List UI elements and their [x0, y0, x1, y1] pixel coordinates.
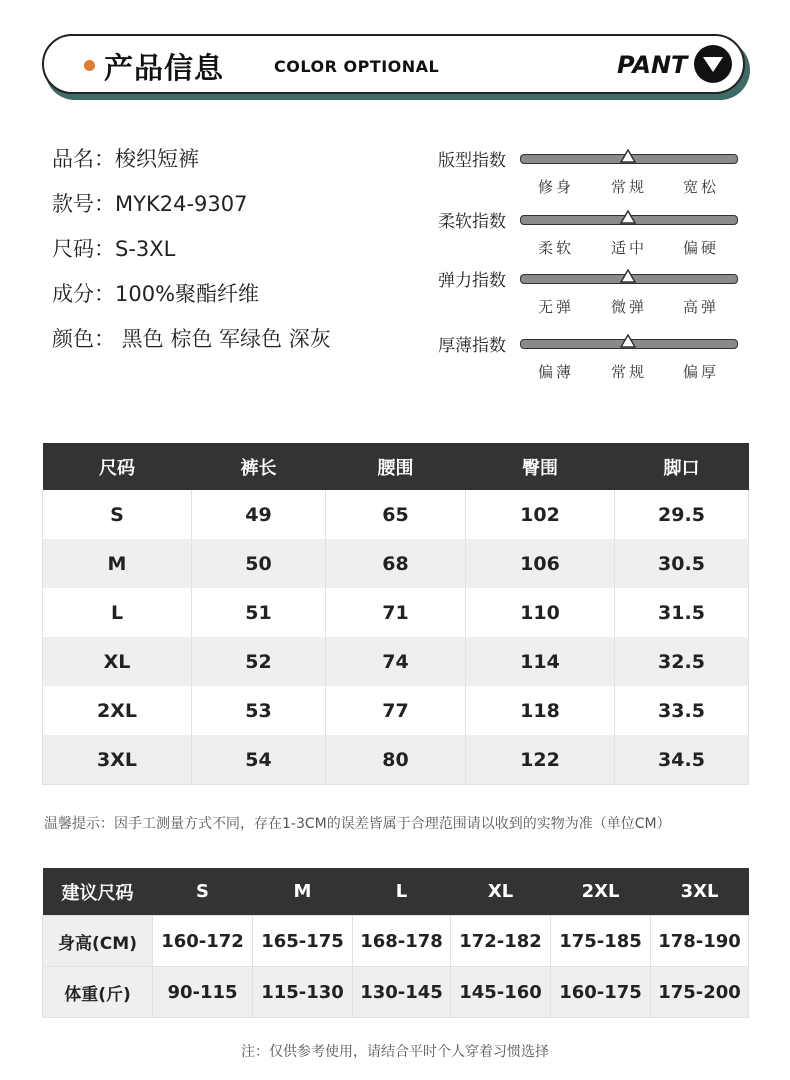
table-cell: 54: [192, 735, 326, 785]
table-cell: 115-130: [253, 967, 353, 1018]
index-label: 弹力指数: [438, 271, 506, 291]
column-header: L: [353, 868, 451, 916]
index-option: 柔软: [538, 239, 575, 257]
row-header: 体重(斤): [43, 967, 153, 1018]
index-fit: [438, 146, 748, 196]
table-cell: 168-178: [353, 916, 451, 967]
section-subtitle: COLOR OPTIONAL: [274, 57, 440, 76]
column-header: S: [153, 868, 253, 916]
table-row: [43, 490, 749, 539]
index-option: 偏厚: [683, 363, 720, 381]
table-row: [43, 967, 749, 1018]
table-cell: 68: [326, 539, 466, 588]
column-header: 裤长: [192, 443, 326, 490]
product-info-header: [42, 34, 745, 94]
table-cell: 2XL: [43, 686, 192, 735]
row-header: 身高(CM): [43, 916, 153, 967]
orange-dot-icon: [84, 60, 95, 71]
table-cell: 53: [192, 686, 326, 735]
table-cell: 65: [326, 490, 466, 539]
table-cell: 160-175: [551, 967, 651, 1018]
index-option: 偏硬: [683, 239, 720, 257]
index-label: 柔软指数: [438, 212, 506, 232]
table-cell: 130-145: [353, 967, 451, 1018]
column-header: 脚口: [615, 443, 749, 490]
size-table: [42, 443, 749, 785]
table-cell: 77: [326, 686, 466, 735]
table-cell: 71: [326, 588, 466, 637]
table-cell: L: [43, 588, 192, 637]
table-cell: 32.5: [615, 637, 749, 686]
table-cell: 122: [466, 735, 615, 785]
column-header: M: [253, 868, 353, 916]
index-thickness: [438, 331, 748, 381]
table-cell: 114: [466, 637, 615, 686]
indicator-triangle-icon: [620, 210, 636, 224]
table-row: [43, 539, 749, 588]
table-cell: 165-175: [253, 916, 353, 967]
table-cell: 49: [192, 490, 326, 539]
table-cell: 160-172: [153, 916, 253, 967]
pant-label: PANT: [617, 51, 688, 79]
column-header: 尺码: [43, 443, 192, 490]
index-option: 偏薄: [538, 363, 575, 381]
table-row: [43, 588, 749, 637]
table-cell: 102: [466, 490, 615, 539]
table-row: [43, 916, 749, 967]
table-cell: 51: [192, 588, 326, 637]
table-row: [43, 735, 749, 785]
indicator-triangle-icon: [620, 334, 636, 348]
index-option: 常规: [611, 363, 648, 381]
table-cell: 172-182: [451, 916, 551, 967]
column-header: 2XL: [551, 868, 651, 916]
index-option: 宽松: [683, 178, 720, 196]
down-triangle-icon: [694, 45, 732, 83]
measurement-note: 温馨提示：因手工测量方式不同，存在1-3CM的误差皆属于合理范围请以收到的实物为准（单位CM）: [44, 816, 671, 832]
table-cell: S: [43, 490, 192, 539]
index-option: 高弹: [683, 298, 720, 316]
table-cell: 74: [326, 637, 466, 686]
indicator-triangle-icon: [620, 269, 636, 283]
table-row: [43, 637, 749, 686]
column-header: 臀围: [466, 443, 615, 490]
index-elasticity: [438, 266, 748, 316]
table-cell: 80: [326, 735, 466, 785]
table-cell: 52: [192, 637, 326, 686]
table-cell: 178-190: [651, 916, 749, 967]
column-header: 腰围: [326, 443, 466, 490]
index-option: 微弹: [611, 298, 648, 316]
column-header: XL: [451, 868, 551, 916]
table-cell: 118: [466, 686, 615, 735]
indicator-triangle-icon: [620, 149, 636, 163]
table-cell: XL: [43, 637, 192, 686]
table-cell: 33.5: [615, 686, 749, 735]
index-option: 修身: [538, 178, 575, 196]
index-softness: [438, 207, 748, 257]
section-title: 产品信息: [104, 51, 225, 85]
table-cell: 29.5: [615, 490, 749, 539]
table-cell: 110: [466, 588, 615, 637]
table-cell: 106: [466, 539, 615, 588]
product-info-list: [52, 143, 331, 368]
footer-note: 注：仅供参考使用，请结合平时个人穿着习惯选择: [241, 1044, 549, 1060]
index-option: 无弹: [538, 298, 575, 316]
product-style-no: 款号：MYK24-9307: [52, 192, 248, 216]
column-header: 建议尺码: [43, 868, 153, 916]
index-label: 版型指数: [438, 151, 506, 171]
table-cell: 175-200: [651, 967, 749, 1018]
table-cell: 145-160: [451, 967, 551, 1018]
index-option: 适中: [611, 239, 648, 257]
table-cell: M: [43, 539, 192, 588]
product-composition: 成分：100%聚酯纤维: [52, 282, 260, 306]
product-size-range: 尺码：S-3XL: [52, 237, 176, 261]
product-name: 品名：梭织短裤: [52, 147, 199, 171]
column-header: 3XL: [651, 868, 749, 916]
recommended-size-table: [42, 868, 749, 1018]
table-cell: 30.5: [615, 539, 749, 588]
table-cell: 34.5: [615, 735, 749, 785]
table-cell: 31.5: [615, 588, 749, 637]
index-option: 常规: [611, 178, 648, 196]
table-cell: 3XL: [43, 735, 192, 785]
index-label: 厚薄指数: [438, 336, 506, 356]
table-cell: 50: [192, 539, 326, 588]
table-cell: 175-185: [551, 916, 651, 967]
table-cell: 90-115: [153, 967, 253, 1018]
product-colors: 颜色： 黑色 棕色 军绿色 深灰: [52, 327, 331, 351]
table-row: [43, 686, 749, 735]
table-header-row: [43, 443, 749, 490]
table-header-row: [43, 868, 749, 916]
